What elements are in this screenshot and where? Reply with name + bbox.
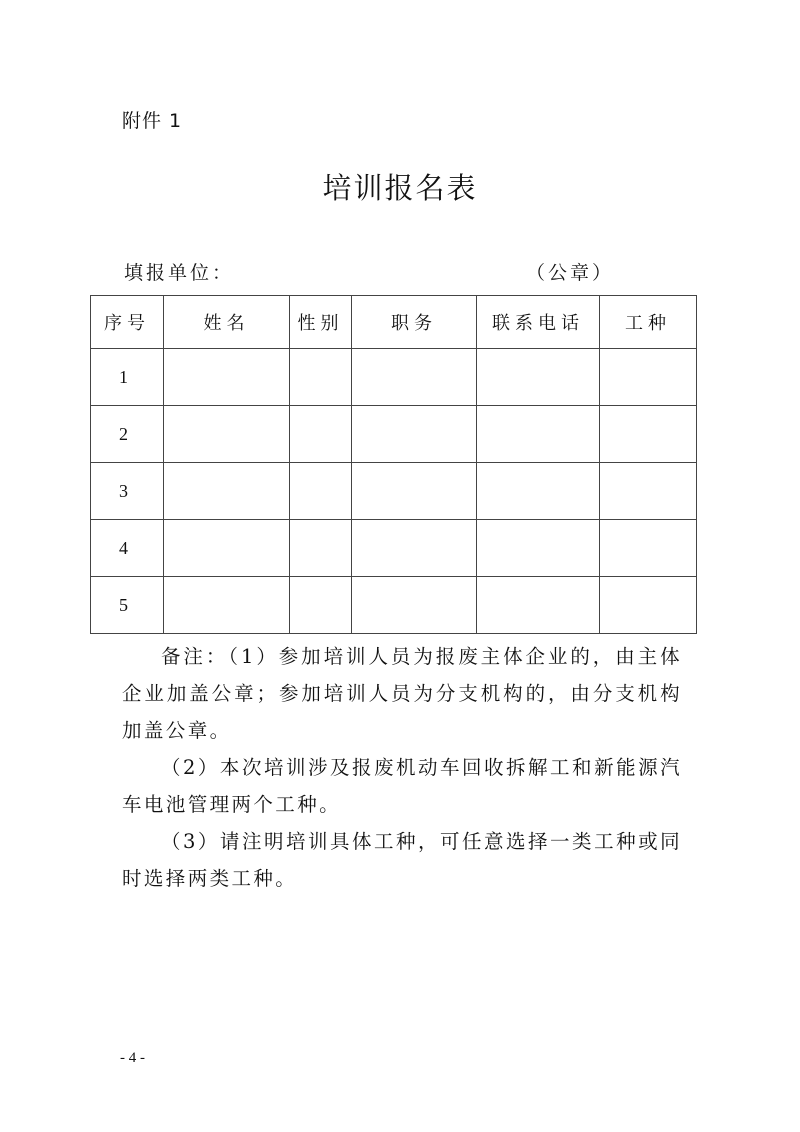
unit-label: 填报单位：	[124, 262, 235, 284]
cell-phone[interactable]	[477, 349, 600, 406]
page-number: - 4 -	[120, 1050, 145, 1066]
cell-position[interactable]	[352, 463, 477, 520]
registration-table	[90, 295, 697, 634]
note-paragraph: （3）请注明培训具体工种，可任意选择一类工种或同时选择两类工种。	[122, 830, 682, 890]
cell-name[interactable]	[164, 577, 290, 634]
notes-section	[122, 638, 682, 897]
header-phone: 联系电话	[477, 296, 600, 349]
cell-phone[interactable]	[477, 463, 600, 520]
attachment-label: 附件 1	[122, 110, 183, 132]
cell-gender[interactable]	[290, 577, 352, 634]
cell-gender[interactable]	[290, 349, 352, 406]
table-header-row	[91, 296, 697, 349]
cell-serial: 2	[91, 406, 164, 463]
cell-serial: 5	[91, 577, 164, 634]
cell-trade[interactable]	[600, 463, 697, 520]
table-row	[91, 406, 697, 463]
cell-trade[interactable]	[600, 349, 697, 406]
header-position: 职务	[352, 296, 477, 349]
cell-serial: 4	[91, 520, 164, 577]
cell-serial: 1	[91, 349, 164, 406]
header-gender: 性别	[290, 296, 352, 349]
cell-position[interactable]	[352, 349, 477, 406]
cell-name[interactable]	[164, 349, 290, 406]
cell-name[interactable]	[164, 406, 290, 463]
cell-phone[interactable]	[477, 406, 600, 463]
table-row	[91, 520, 697, 577]
cell-phone[interactable]	[477, 520, 600, 577]
cell-trade[interactable]	[600, 406, 697, 463]
cell-serial: 3	[91, 463, 164, 520]
header-trade: 工种	[600, 296, 697, 349]
cell-trade[interactable]	[600, 520, 697, 577]
cell-trade[interactable]	[600, 577, 697, 634]
seal-label: （公章）	[525, 262, 614, 284]
page-title: 培训报名表	[322, 171, 478, 205]
cell-position[interactable]	[352, 406, 477, 463]
table-row	[91, 463, 697, 520]
cell-gender[interactable]	[290, 520, 352, 577]
cell-gender[interactable]	[290, 406, 352, 463]
table-row	[91, 349, 697, 406]
cell-position[interactable]	[352, 520, 477, 577]
cell-position[interactable]	[352, 577, 477, 634]
note-paragraph: （2）本次培训涉及报废机动车回收拆解工和新能源汽车电池管理两个工种。	[122, 756, 682, 816]
cell-name[interactable]	[164, 520, 290, 577]
table-row	[91, 577, 697, 634]
note-paragraph: 备注：（1）参加培训人员为报废主体企业的，由主体企业加盖公章；参加培训人员为分支机构的，由分支机构加盖公章。	[122, 645, 682, 742]
cell-gender[interactable]	[290, 463, 352, 520]
cell-name[interactable]	[164, 463, 290, 520]
unit-line	[124, 258, 614, 285]
header-serial: 序号	[91, 296, 164, 349]
cell-phone[interactable]	[477, 577, 600, 634]
header-name: 姓名	[164, 296, 290, 349]
